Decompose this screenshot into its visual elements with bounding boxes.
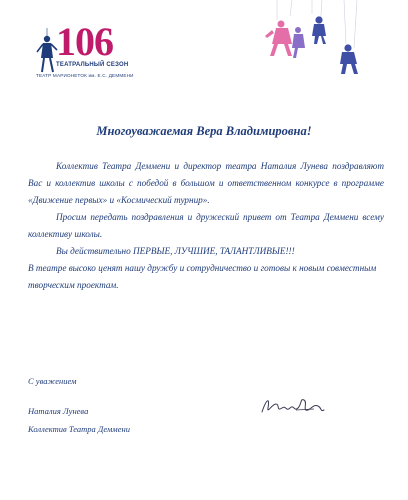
letter-title: Многоуважаемая Вера Владимировна! [96,124,312,138]
paragraph-congratulation: Коллектив Театра Деммени и директор театра Наталия Лунева поздравляют Вас и коллектив школы с победой в большом и ответственном конкурсе в программе «Движение первых» и «Космический турнир». [28,161,384,205]
paragraph-cooperation: В театре высоко ценят нашу дружбу и сотрудничество и готовы к новым совместным творческим проектам. [28,263,377,290]
theater-logo [34,19,134,92]
paragraph-exclamation: Вы действительно ПЕРВЫЕ, ЛУЧШИЕ, ТАЛАНТЛИВЫЕ!!! [56,246,295,256]
hanging-puppets-illustration [262,0,382,80]
signer-organization: Коллектив Театра Деммени [28,424,130,434]
handwritten-signature [256,390,328,420]
letter-body [28,158,384,294]
logo-number: 106 [56,19,113,64]
closing-greeting: С уважением [28,376,77,386]
logo-theater-label: ТЕАТР МАРИОНЕТОК им. Е.С. ДЕММЕНИ [36,73,134,78]
logo-season-label: ТЕАТРАЛЬНЫЙ СЕЗОН [56,62,129,68]
signer-name: Наталия Лунева [28,406,89,416]
paragraph-greetings: Просим передать поздравления и дружеский привет от Театра Деммени всему коллективу школы. [28,212,384,239]
